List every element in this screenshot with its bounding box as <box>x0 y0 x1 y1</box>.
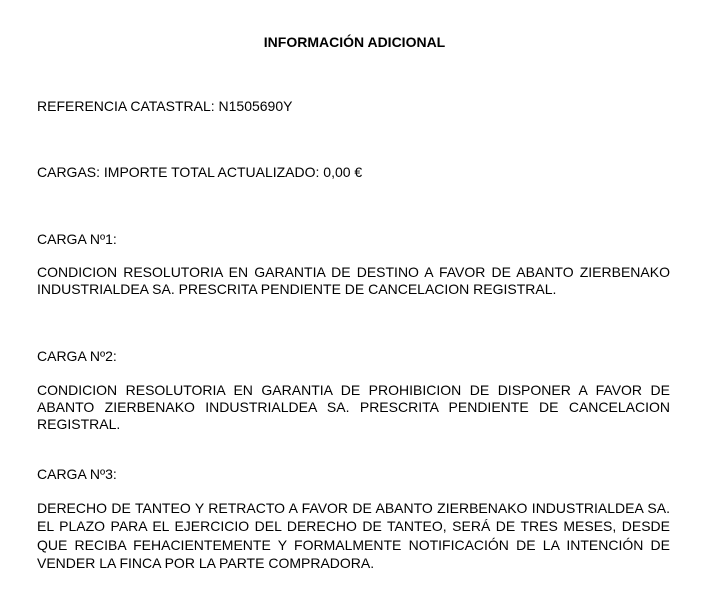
document-title: INFORMACIÓN ADICIONAL <box>263 34 446 50</box>
carga-3-text: DERECHO DE TANTEO Y RETRACTO A FAVOR DE ABANTO ZIERBENAKO INDUSTRIALDEA SA. EL PLAZO PARA EL EJERCICIO DEL DERECHO DE TANTEO, SERÁ DE TRES MESES, DESDE QUE RECIBA FEHACIENTEMENTE Y FORMALMENTE NOTIFICACIÓN DE LA INTENCIÓN DE VENDER LA FINCA POR LA PARTE COMPRADORA. <box>37 500 670 571</box>
carga-2-heading: CARGA Nº2: <box>37 348 117 364</box>
referencia-catastral: REFERENCIA CATASTRAL: N1505690Y <box>37 98 293 114</box>
carga-1-text: CONDICION RESOLUTORIA EN GARANTIA DE DESTINO A FAVOR DE ABANTO ZIERBENAKO INDUSTRIALDEA SA. PRESCRITA PENDIENTE DE CANCELACION REGISTRAL. <box>37 264 670 297</box>
carga-2-text: CONDICION RESOLUTORIA EN GARANTIA DE PROHIBICION DE DISPONER A FAVOR DE ABANTO ZIERBENAKO INDUSTRIALDEA SA. PRESCRITA PENDIENTE DE CANCELACION REGISTRAL. <box>37 382 670 432</box>
carga-1-heading: CARGA Nº1: <box>37 231 117 247</box>
carga-3-heading: CARGA Nº3: <box>37 466 117 482</box>
cargas-importe-total: CARGAS: IMPORTE TOTAL ACTUALIZADO: 0,00 € <box>37 164 363 180</box>
